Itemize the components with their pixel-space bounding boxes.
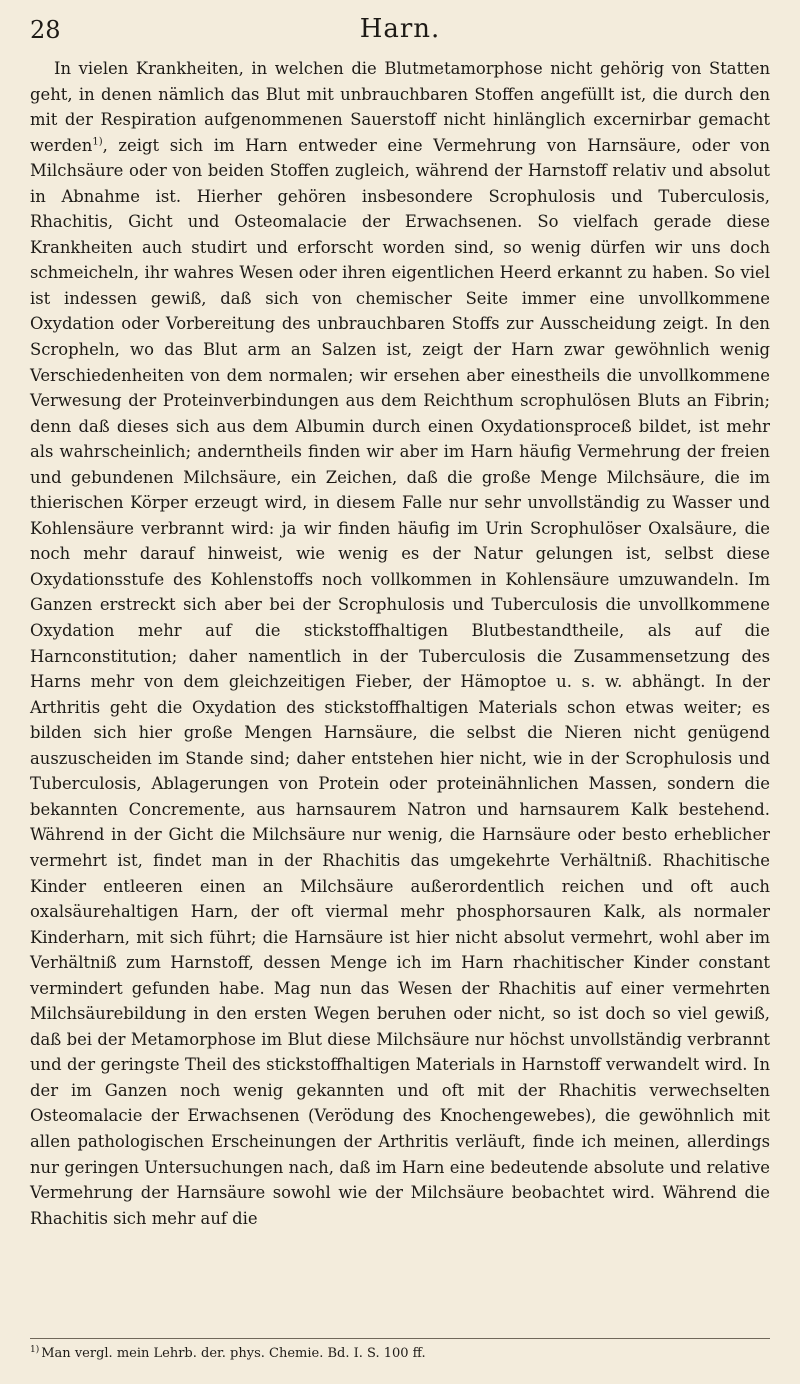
footnote-reference: 1) — [92, 136, 103, 148]
page-number: 28 — [30, 16, 61, 44]
running-title: Harn. — [359, 14, 441, 44]
footnote-text: Man vergl. mein Lehrb. der. phys. Chemie. Bd. I. S. 100 ff. — [41, 1346, 426, 1361]
footnote-label: 1) — [30, 1344, 40, 1355]
body-text-part2: , zeigt sich im Harn entweder eine Vermehrung von Harnsäure, oder von Milchsäure oder von beiden Stoffen zugleich, während der Harnstoff relativ und absolut in Abnahme ist. Hierher gehören insbesondere Scrophulosis und Tuberculosis, Rhachitis, Gicht und Osteomalacie der Erwachsenen. So vielfach gerade diese Krankheiten auch studirt und erforscht worden sind, so wenig dürfen wir uns doch schmeicheln, ihr wahres Wesen oder ihren eigentlichen Heerd erkannt zu haben. So viel ist indessen gewiß, daß sich von chemischer Seite immer eine unvollkommene Oxydation oder Vorbereitung des unbrauchbaren Stoffs zur Ausscheidung zeigt. In den Scropheln, wo das Blut arm an Salzen ist, zeigt der Harn zwar gewöhnlich wenig Verschiedenheiten von dem normalen; wir ersehen aber einestheils die unvollkommene Verwesung der Proteinverbindungen aus dem Reichthum scrophulösen Bluts an Fibrin; denn daß dieses sich aus dem Albumin durch einen Oxydationsproceß bildet, ist mehr als wahrscheinlich; anderntheils finden wir aber im Harn häufig Vermehrung der freien und gebundenen Milchsäure, ein Zeichen, daß die große Menge Milchsäure, die im thierischen Körper erzeugt wird, in diesem Falle nur sehr unvollständig zu Wasser und Kohlensäure verbrannt wird: ja wir finden häufig im Urin Scrophulöser Oxalsäure, die noch mehr darauf hinweist, wie wenig es der Natur gelungen ist, selbst diese Oxydationsstufe des Kohlenstoffs noch vollkommen in Kohlensäure umzuwandeln. Im Ganzen erstreckt sich aber bei der Scrophulosis und Tuberculosis die unvollkommene Oxydation mehr auf die stickstoffhaltigen Blutbestandtheile, als auf die Harnconstitution; daher namentlich in der Tuberculosis die Zusammensetzung des Harns mehr von dem gleichzeitigen Fieber, der Hämoptoe u. s. w. abhängt. In der Arthritis geht die Oxydation des stickstoffhaltigen Materials schon etwas weiter; es bilden sich hier große Mengen Harnsäure, die selbst die Nieren nicht genügend auszuscheiden im Stande sind; daher entstehen hier nicht, wie in der Scrophulosis und Tuberculosis, Ablagerungen von Protein oder proteinähnlichen Massen, sondern die bekannten Concremente, aus harnsaurem Natron und harnsaurem Kalk bestehend. Während in der Gicht die Milchsäure nur wenig, die Harnsäure oder besto erheblicher vermehrt ist, findet man in der Rhachitis das umgekehrte Verhältniß. Rhachitische Kinder entleeren einen an Milchsäure außerordentlich reichen und oft auch oxalsäurehaltigen Harn, der oft viermal mehr phosphorsauren Kalk, als normaler Kinderharn, mit sich führt; die Harnsäure ist hier nicht absolut vermehrt, wohl aber im Verhältniß zum Harnstoff, dessen Menge ich im Harn rhachitischer Kinder constant vermindert gefunden habe. Mag nun das Wesen der Rhachitis auf einer vermehrten Milchsäurebildung in den ersten Wegen beruhen oder nicht, so ist doch so viel gewiß, daß bei der Metamorphose im Blut diese Milchsäure nur höchst unvollständig verbrannt und der geringste Theil des stickstoffhaltigen Materials in Harnstoff verwandelt wird. In der im Ganzen noch wenig gekannten und oft mit der Rhachitis verwechselten Osteomalacie der Erwachsenen (Verödung des Knochengewebes), die gewöhnlich mit allen pathologischen Erscheinungen der Arthritis verläuft, finde ich meinen, allerdings nur geringen Untersuchungen nach, daß im Harn eine bedeutende absolute und relative Vermehrung der Harnsäure sowohl wie der Milchsäure beobachtet wird. Während die Rhachitis sich mehr auf die — [30, 135, 770, 1228]
body-text-part1: In vielen Krankheiten, in welchen die Blutmetamorphose nicht gehörig von Statten geht, in denen nämlich das Blut mit unbrauchbaren Stoffen angefüllt ist, die durch den mit der Respiration aufgenommenen Sauerstoff nicht hinlänglich excernirbar gemacht werden — [30, 59, 770, 155]
page-header — [8, 8, 792, 48]
body-paragraph — [30, 56, 770, 1231]
footnote-divider — [30, 1338, 770, 1339]
footnote — [30, 1346, 770, 1361]
